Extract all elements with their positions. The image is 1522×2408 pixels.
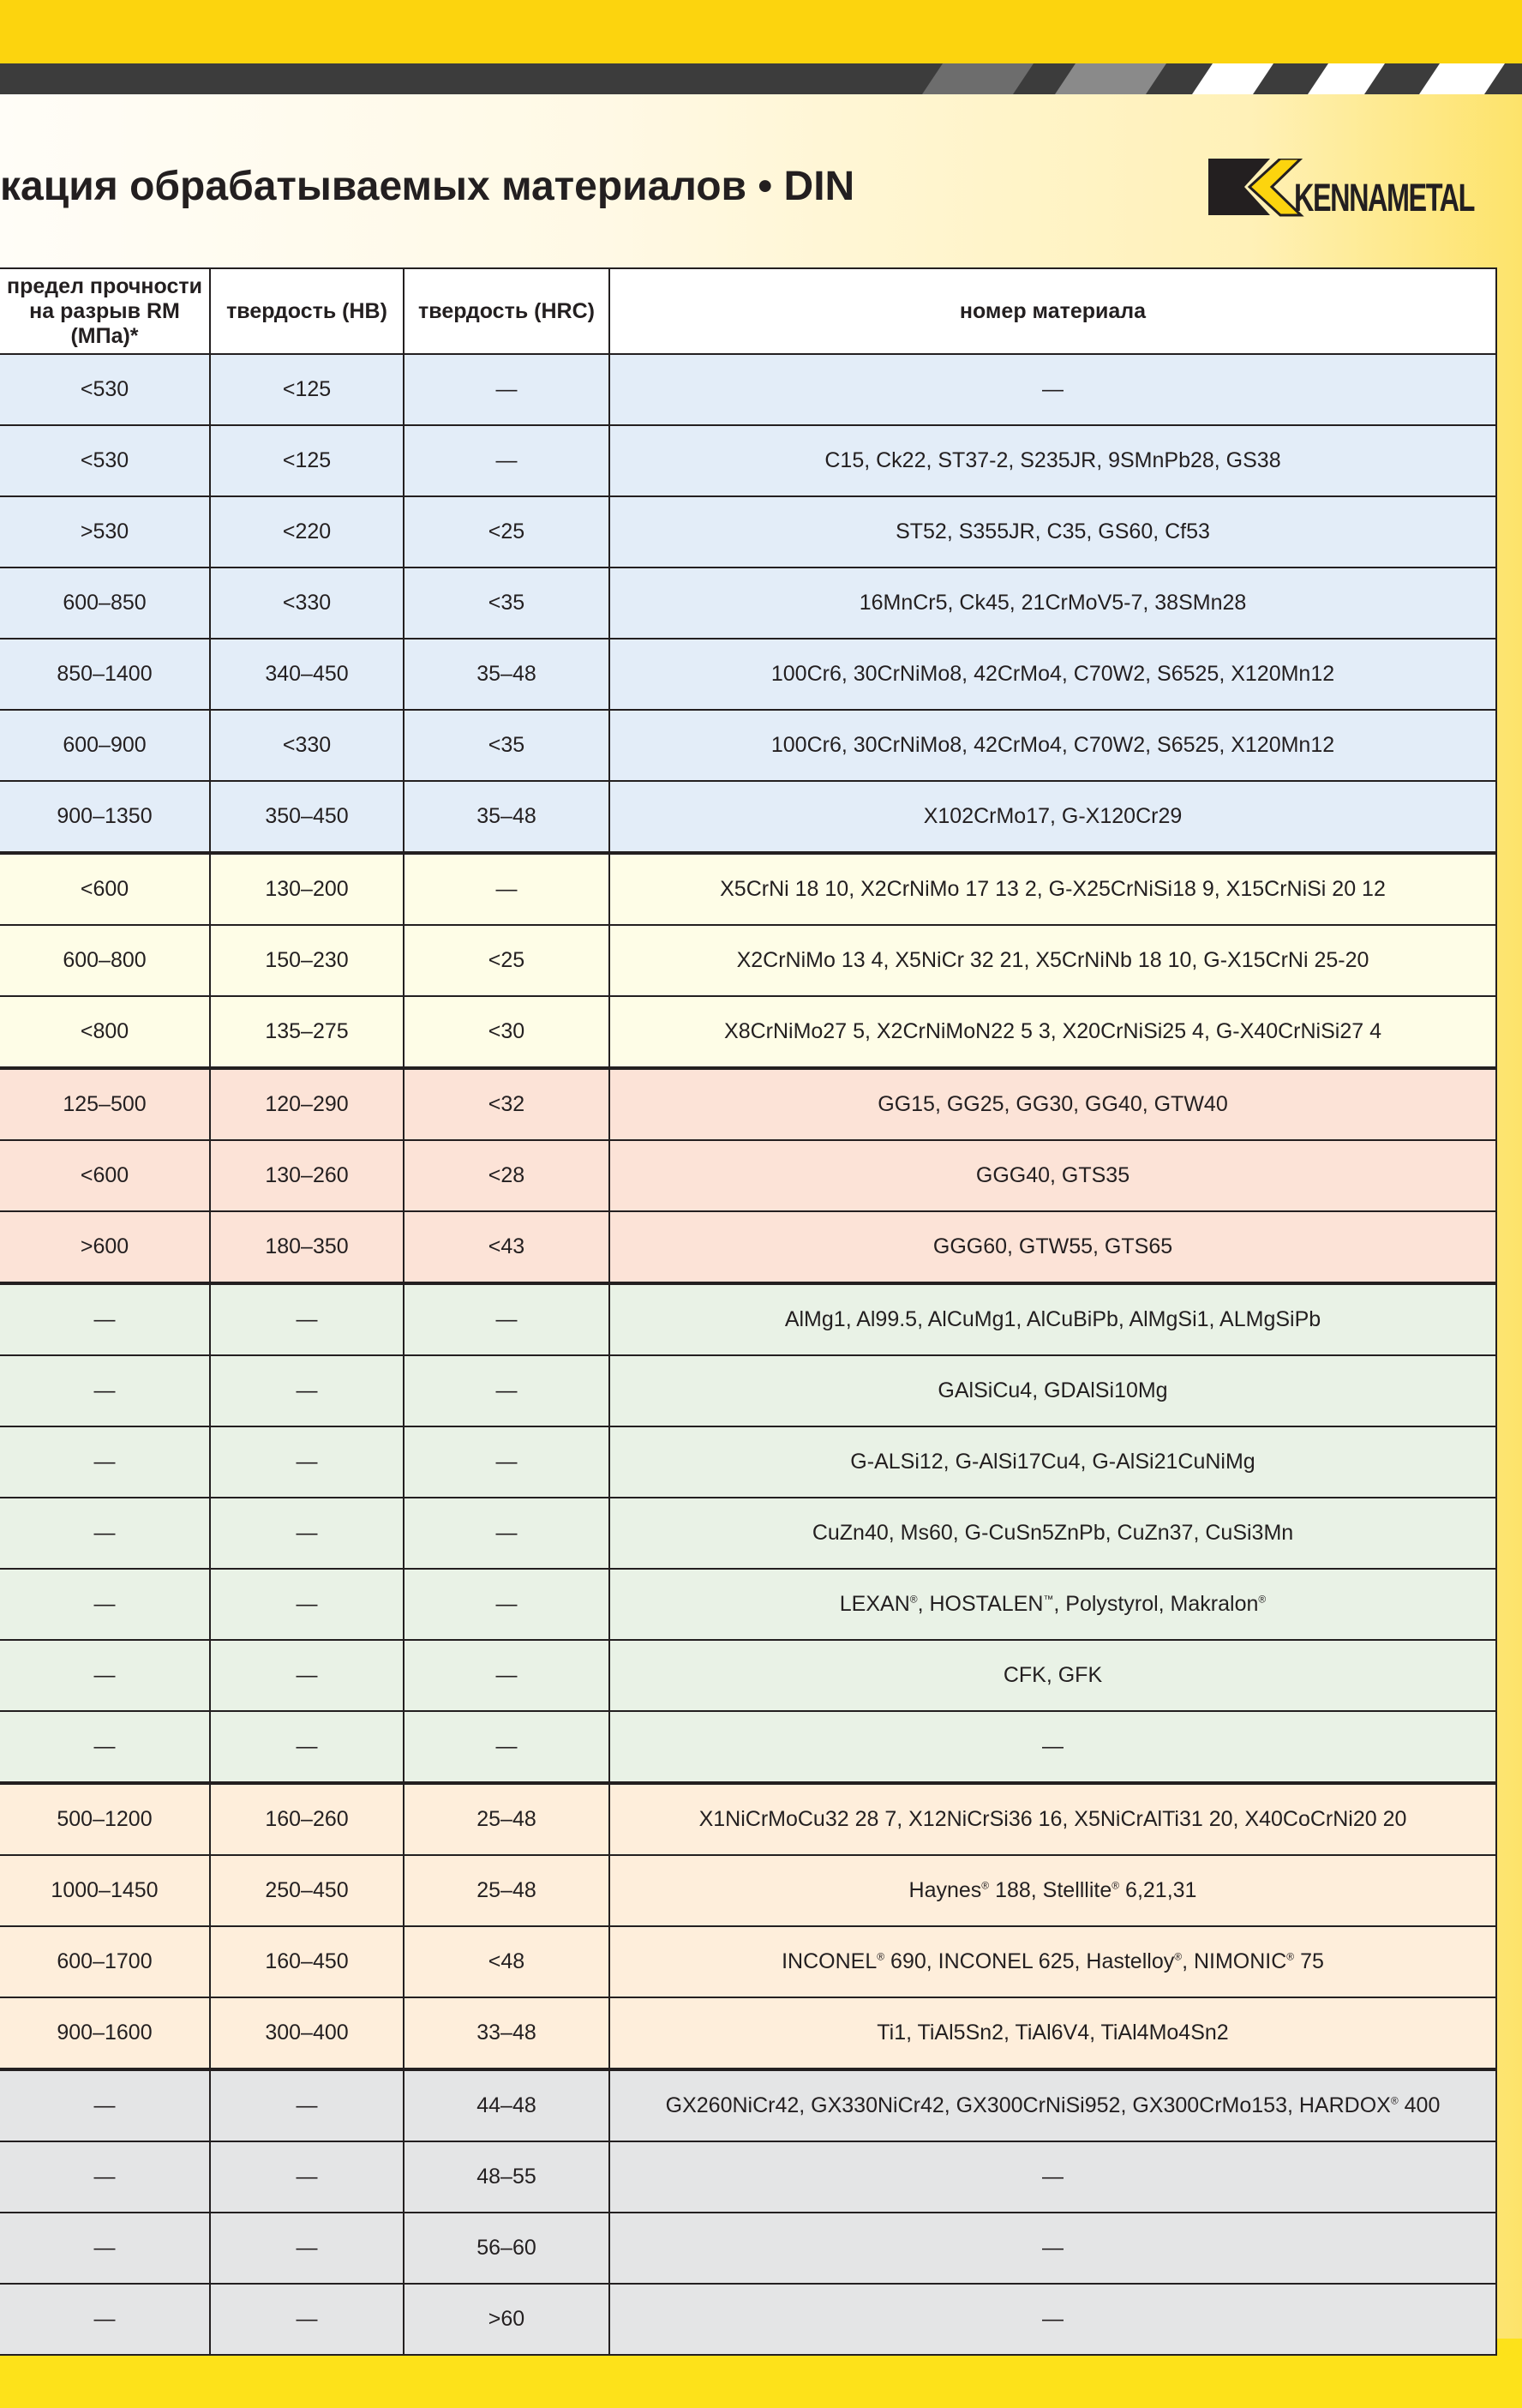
hardness-hb-cell: 160–450	[210, 1926, 404, 1997]
table-row	[0, 1283, 1496, 1355]
material-number-cell: 16MnCr5, Ck45, 21CrMoV5-7, 38SMn28	[609, 567, 1496, 639]
hardness-hrc-cell: >60	[404, 2284, 609, 2355]
top-yellow-band	[0, 0, 1522, 63]
table-row	[0, 2213, 1496, 2284]
material-number-cell: GGG40, GTS35	[609, 1140, 1496, 1211]
table-row	[0, 996, 1496, 1068]
material-number-cell: —	[609, 2284, 1496, 2355]
hardness-hrc-cell: —	[404, 1283, 609, 1355]
hardness-hrc-cell: <25	[404, 496, 609, 567]
table-row	[0, 1211, 1496, 1283]
hardness-hb-cell: 135–275	[210, 996, 404, 1068]
hardness-hb-cell: —	[210, 1498, 404, 1569]
tensile-strength-cell: —	[0, 2141, 210, 2213]
tensile-strength-cell: 900–1600	[0, 1997, 210, 2069]
hardness-hb-cell: <330	[210, 567, 404, 639]
hardness-hb-cell: 130–260	[210, 1140, 404, 1211]
tensile-strength-cell: —	[0, 1711, 210, 1783]
material-number-cell: AlMg1, Al99.5, AlCuMg1, AlCuBiPb, AlMgSi1, ALMgSiPb	[609, 1283, 1496, 1355]
tensile-strength-cell: 500–1200	[0, 1783, 210, 1855]
material-number-cell: —	[609, 354, 1496, 425]
hardness-hb-cell: 160–260	[210, 1783, 404, 1855]
hardness-hb-cell: 180–350	[210, 1211, 404, 1283]
diagonal-stripes-decoration	[905, 63, 1522, 94]
table-row	[0, 1855, 1496, 1926]
hardness-hrc-cell: <35	[404, 710, 609, 781]
header-hardness-hb: твердость (HB)	[210, 268, 404, 354]
table-row	[0, 425, 1496, 496]
tensile-strength-cell: —	[0, 2069, 210, 2141]
hardness-hrc-cell: 25–48	[404, 1855, 609, 1926]
table-row	[0, 781, 1496, 853]
materials-table	[0, 267, 1497, 2356]
hardness-hrc-cell: <43	[404, 1211, 609, 1283]
hardness-hrc-cell: <25	[404, 925, 609, 996]
hardness-hb-cell: <125	[210, 354, 404, 425]
hardness-hb-cell: —	[210, 2213, 404, 2284]
table-header-row	[0, 268, 1496, 354]
tensile-strength-cell: 600–1700	[0, 1926, 210, 1997]
hardness-hrc-cell: <30	[404, 996, 609, 1068]
tensile-strength-cell: —	[0, 1283, 210, 1355]
header-material-number: номер материала	[609, 268, 1496, 354]
tensile-strength-cell: —	[0, 1498, 210, 1569]
hardness-hrc-cell: <32	[404, 1068, 609, 1140]
hardness-hb-cell: <220	[210, 496, 404, 567]
tensile-strength-cell: 600–800	[0, 925, 210, 996]
material-number-cell: X102CrMo17, G-X120Cr29	[609, 781, 1496, 853]
material-number-cell: 100Cr6, 30CrNiMo8, 42CrMo4, C70W2, S6525, X120Mn12	[609, 710, 1496, 781]
material-number-cell: CFK, GFK	[609, 1640, 1496, 1711]
tensile-strength-cell: 600–900	[0, 710, 210, 781]
hardness-hb-cell: —	[210, 1426, 404, 1498]
material-number-cell: —	[609, 1711, 1496, 1783]
table-row	[0, 2284, 1496, 2355]
material-number-cell: —	[609, 2213, 1496, 2284]
material-number-cell: 100Cr6, 30CrNiMo8, 42CrMo4, C70W2, S6525, X120Mn12	[609, 639, 1496, 710]
material-number-cell: Ti1, TiAl5Sn2, TiAl6V4, TiAl4Mo4Sn2	[609, 1997, 1496, 2069]
hardness-hb-cell: 300–400	[210, 1997, 404, 2069]
tensile-strength-cell: <530	[0, 354, 210, 425]
hardness-hb-cell: 120–290	[210, 1068, 404, 1140]
hardness-hrc-cell: —	[404, 1426, 609, 1498]
hardness-hb-cell: 340–450	[210, 639, 404, 710]
hardness-hrc-cell: 33–48	[404, 1997, 609, 2069]
hardness-hrc-cell: —	[404, 853, 609, 925]
kennametal-wordmark: KENNAMETAL	[1294, 176, 1474, 219]
tensile-strength-cell: <600	[0, 853, 210, 925]
table-row	[0, 496, 1496, 567]
table-row	[0, 1426, 1496, 1498]
table-row	[0, 1569, 1496, 1640]
tensile-strength-cell: 900–1350	[0, 781, 210, 853]
tensile-strength-cell: 1000–1450	[0, 1855, 210, 1926]
table-row	[0, 1498, 1496, 1569]
material-number-cell: GG15, GG25, GG30, GG40, GTW40	[609, 1068, 1496, 1140]
kennametal-logo	[1208, 159, 1500, 219]
material-number-cell: X2CrNiMo 13 4, X5NiCr 32 21, X5CrNiNb 18 10, G-X15CrNi 25-20	[609, 925, 1496, 996]
table-row	[0, 1711, 1496, 1783]
tensile-strength-cell: <530	[0, 425, 210, 496]
material-number-cell: X1NiCrMoCu32 28 7, X12NiCrSi36 16, X5NiCrAlTi31 20, X40CoCrNi20 20	[609, 1783, 1496, 1855]
table-row	[0, 639, 1496, 710]
hardness-hb-cell: <125	[210, 425, 404, 496]
material-number-cell: GAlSiCu4, GDAlSi10Mg	[609, 1355, 1496, 1426]
hardness-hrc-cell: 56–60	[404, 2213, 609, 2284]
material-number-cell: LEXAN®, HOSTALEN™, Polystyrol, Makralon®	[609, 1569, 1496, 1640]
hardness-hrc-cell: 35–48	[404, 639, 609, 710]
table-row	[0, 1355, 1496, 1426]
hardness-hb-cell: 150–230	[210, 925, 404, 996]
material-number-cell: INCONEL® 690, INCONEL 625, Hastelloy®, NIMONIC® 75	[609, 1926, 1496, 1997]
hardness-hrc-cell: —	[404, 1640, 609, 1711]
table-row	[0, 1997, 1496, 2069]
tensile-strength-cell: —	[0, 2213, 210, 2284]
tensile-strength-cell: <800	[0, 996, 210, 1068]
hardness-hrc-cell: <48	[404, 1926, 609, 1997]
material-number-cell: G-ALSi12, G-AlSi17Cu4, G-AlSi21CuNiMg	[609, 1426, 1496, 1498]
tensile-strength-cell: —	[0, 1569, 210, 1640]
material-number-cell: X5CrNi 18 10, X2CrNiMo 17 13 2, G-X25CrNiSi18 9, X15CrNiSi 20 12	[609, 853, 1496, 925]
hardness-hb-cell: 130–200	[210, 853, 404, 925]
hardness-hrc-cell: 35–48	[404, 781, 609, 853]
table-row	[0, 1140, 1496, 1211]
table-body	[0, 354, 1496, 2355]
material-number-cell: ST52, S355JR, C35, GS60, Cf53	[609, 496, 1496, 567]
tensile-strength-cell: —	[0, 2284, 210, 2355]
tensile-strength-cell: —	[0, 1640, 210, 1711]
kennametal-k-mark-icon	[1208, 159, 1308, 219]
header-tensile-strength: предел прочности на разрыв RM (МПа)*	[0, 268, 210, 354]
header-hardness-hrc: твердость (HRC)	[404, 268, 609, 354]
table-row	[0, 925, 1496, 996]
hardness-hrc-cell: —	[404, 1355, 609, 1426]
table-row	[0, 354, 1496, 425]
material-number-cell: C15, Ck22, ST37-2, S235JR, 9SMnPb28, GS38	[609, 425, 1496, 496]
hardness-hrc-cell: 48–55	[404, 2141, 609, 2213]
tensile-strength-cell: <600	[0, 1140, 210, 1211]
material-number-cell: X8CrNiMo27 5, X2CrNiMoN22 5 3, X20CrNiSi25 4, G-X40CrNiSi27 4	[609, 996, 1496, 1068]
hardness-hb-cell: 350–450	[210, 781, 404, 853]
hardness-hrc-cell: 25–48	[404, 1783, 609, 1855]
hardness-hrc-cell: <35	[404, 567, 609, 639]
tensile-strength-cell: —	[0, 1426, 210, 1498]
table-row	[0, 567, 1496, 639]
hardness-hrc-cell: —	[404, 1498, 609, 1569]
material-number-cell: GX260NiCr42, GX330NiCr42, GX300CrNiSi952, GX300CrMo153, HARDOX® 400	[609, 2069, 1496, 2141]
table-row	[0, 710, 1496, 781]
tensile-strength-cell: >600	[0, 1211, 210, 1283]
tensile-strength-cell: >530	[0, 496, 210, 567]
hardness-hb-cell: —	[210, 1355, 404, 1426]
tensile-strength-cell: 600–850	[0, 567, 210, 639]
hardness-hb-cell: 250–450	[210, 1855, 404, 1926]
hardness-hrc-cell: —	[404, 1711, 609, 1783]
tensile-strength-cell: 850–1400	[0, 639, 210, 710]
hardness-hb-cell: —	[210, 1711, 404, 1783]
hardness-hb-cell: —	[210, 1283, 404, 1355]
material-number-cell: Haynes® 188, Stelllite® 6,21,31	[609, 1855, 1496, 1926]
table-row	[0, 1068, 1496, 1140]
table-row	[0, 2141, 1496, 2213]
hardness-hb-cell: —	[210, 1569, 404, 1640]
hardness-hb-cell: —	[210, 2284, 404, 2355]
hardness-hb-cell: <330	[210, 710, 404, 781]
hardness-hrc-cell: 44–48	[404, 2069, 609, 2141]
material-number-cell: CuZn40, Ms60, G-CuSn5ZnPb, CuZn37, CuSi3Mn	[609, 1498, 1496, 1569]
table-row	[0, 1640, 1496, 1711]
hardness-hrc-cell: —	[404, 354, 609, 425]
hardness-hrc-cell: <28	[404, 1140, 609, 1211]
table-row	[0, 1783, 1496, 1855]
hardness-hb-cell: —	[210, 2141, 404, 2213]
materials-table-container	[0, 267, 1496, 2356]
table-row	[0, 853, 1496, 925]
tensile-strength-cell: —	[0, 1355, 210, 1426]
hardness-hrc-cell: —	[404, 1569, 609, 1640]
material-number-cell: GGG60, GTW55, GTS65	[609, 1211, 1496, 1283]
hardness-hrc-cell: —	[404, 425, 609, 496]
table-row	[0, 1926, 1496, 1997]
hardness-hb-cell: —	[210, 1640, 404, 1711]
hardness-hb-cell: —	[210, 2069, 404, 2141]
material-number-cell: —	[609, 2141, 1496, 2213]
tensile-strength-cell: 125–500	[0, 1068, 210, 1140]
dark-header-bar	[0, 63, 1522, 94]
table-row	[0, 2069, 1496, 2141]
page-title: кация обрабатываемых материалов • DIN	[0, 164, 855, 209]
